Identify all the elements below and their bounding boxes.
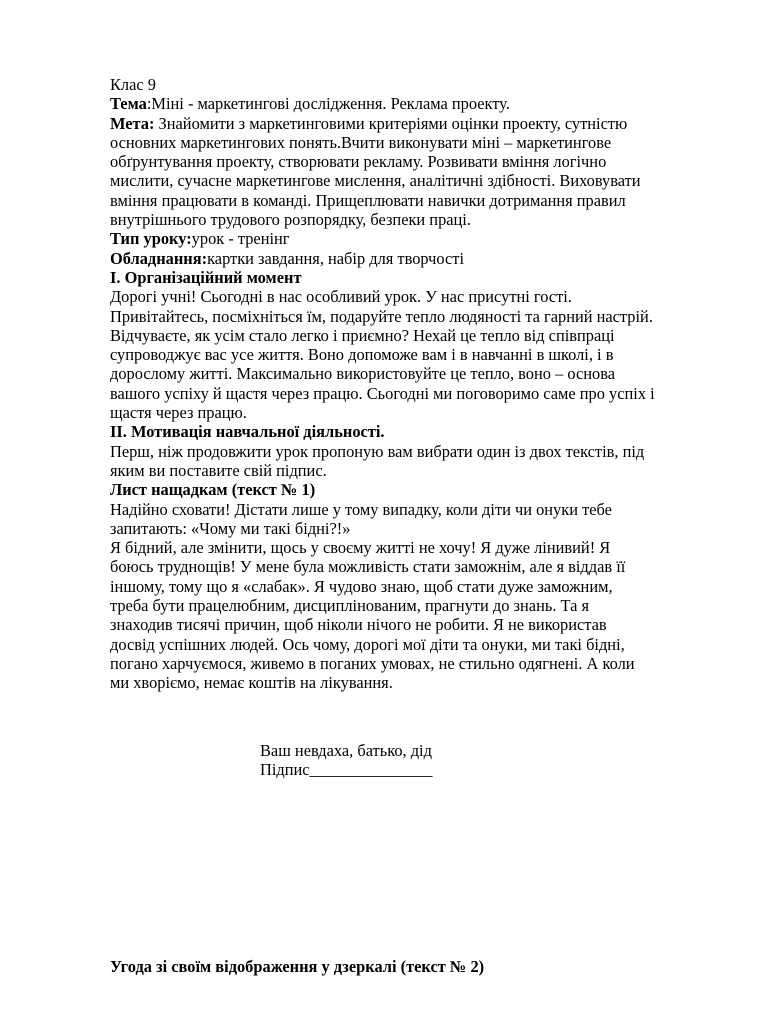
lesson-type-label: Тип уроку: <box>110 229 192 249</box>
lesson-type-text: урок - тренінг <box>191 229 290 249</box>
section2-line: яким ви поставите свій підпис. <box>110 460 327 480</box>
topic-label: Тема <box>110 94 147 114</box>
section1-line: щастя через працю. <box>110 403 247 423</box>
letter-line: Надійно сховати! Дістати лише у тому випадку, коли діти чи онуки тебе <box>110 499 612 519</box>
goal-line: вміння працювати в команді. Прищеплювати навички дотримання правил <box>110 190 626 210</box>
letter-line: боюсь труднощів! У мене була можливість стати заможнім, але я віддав її <box>110 557 626 577</box>
section1-line: Дорогі учні! Сьогодні в нас особливий урок. У нас присутні гості. <box>110 287 572 307</box>
goal-line: обґрунтування проекту, створювати рекламу. Розвивати вміння логічно <box>110 152 607 172</box>
signature-author: Ваш невдаха, батько, дід <box>260 741 432 760</box>
section1-line: Відчуваєте, як усім стало легко і приємно? Нехай це тепло від співпраці <box>110 325 615 345</box>
section2-heading: ІІ. Мотивація навчальної діяльності. <box>110 422 385 442</box>
topic-line <box>110 94 712 113</box>
letter-line: треба бути працелюбним, дисциплінованим, прагнути до знань. Та я <box>110 596 590 616</box>
lesson-type-line <box>110 229 712 248</box>
goal-text: Знайомити з маркетинговими критеріями оцінки проекту, сутністю <box>154 113 628 133</box>
letter-line: досвід успішних людей. Ось чому, дорогі мої діти та онуки, ми такі бідні, <box>110 634 625 654</box>
topic-text: :Міні - маркетингові дослідження. Реклама проекту. <box>146 94 510 114</box>
equipment-text: картки завдання, набір для творчості <box>207 248 465 268</box>
text2-heading: Угода зі своїм відображення у дзеркалі (текст № 2) <box>110 957 485 976</box>
signature-field: Підпис_______________ <box>260 760 433 780</box>
class-line: Клас 9 <box>110 75 156 94</box>
letter-line: Я бідний, але змінити, щось у своєму житті не хочу! Я дуже лінивий! Я <box>110 538 611 558</box>
letter-line: ми хворіємо, немає коштів на лікування. <box>110 673 393 693</box>
equipment-label: Обладнання: <box>110 248 208 268</box>
letter-line: іншому, тому що я «слабак». Я чудово знаю, щоб стати дуже заможним, <box>110 576 613 596</box>
section1-line: дорослому житті. Максимально використовуйте це тепло, воно – основа <box>110 364 616 384</box>
signature-block <box>260 741 432 780</box>
goal-line-1 <box>110 114 712 133</box>
section1-heading: І. Організаційний момент <box>110 267 302 287</box>
goal-line: основних маркетингових понять.Вчити виконувати міні – маркетингове <box>110 132 612 152</box>
goal-line: внутрішнього трудового розпорядку, безпеки праці. <box>110 210 471 230</box>
letter-line: знаходив тисячі причин, щоб ніколи нічого не робити. Я не використав <box>110 615 607 635</box>
section1-line: супроводжує вас усе життя. Воно допоможе вам і в навчанні в школі, і в <box>110 345 614 365</box>
section2-line: Перш, ніж продовжити урок пропоную вам вибрати один із двох текстів, під <box>110 441 645 461</box>
document-body <box>110 75 712 693</box>
goal-line: мислити, сучасне маркетингове мислення, аналітичні здібності. Виховувати <box>110 171 641 191</box>
goal-label: Мета: <box>110 113 155 133</box>
letter-heading: Лист нащадкам (текст № 1) <box>110 480 316 500</box>
letter-line: погано харчуємося, живемо в поганих умовах, не стильно одягнені. А коли <box>110 653 635 673</box>
section1-line: вашого успіху й щастя через працю. Сьогодні ми поговоримо саме про успіх і <box>110 383 655 403</box>
section1-line: Привітайтесь, посміхніться їм, подаруйте тепло людяності та гарний настрій. <box>110 306 653 326</box>
letter-line: запитають: «Чому ми такі бідні?!» <box>110 518 351 538</box>
equipment-line <box>110 249 712 268</box>
